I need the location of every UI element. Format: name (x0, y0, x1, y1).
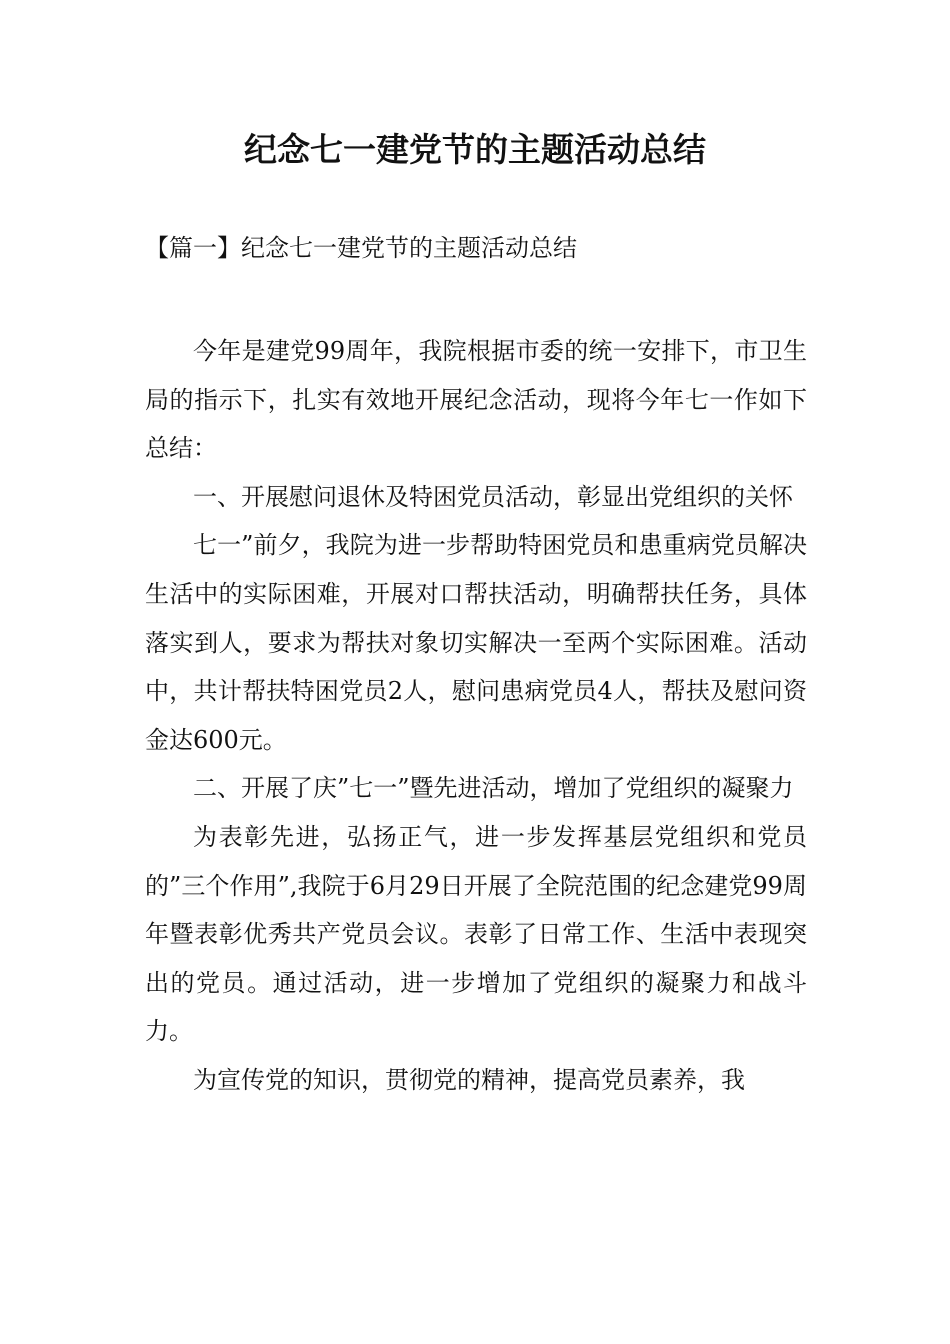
section-heading-2: 二、开展了庆”七一”暨先进活动，增加了党组织的凝聚力 (193, 774, 794, 803)
document-subtitle: 【篇一】纪念七一建党节的主题活动总结 (145, 234, 577, 262)
paragraph-intro: 今年是建党99周年，我院根据市委的统一安排下，市卫生局的指示下，扎实有效地开展纪念活动，现将今年七一作如下总结： (145, 337, 807, 463)
paragraph-section-1: 七一”前夕，我院为进一步帮助特困党员和患重病党员解决生活中的实际困难，开展对口帮扶活动，明确帮扶任务，具体落实到人，要求为帮扶对象切实解决一至两个实际困难。活动中，共计帮扶特困党员2人，慰问患病党员4人，帮扶及慰问资金达600元。 (145, 531, 807, 754)
paragraph-section-2-continued: 为宣传党的知识，贯彻党的精神，提高党员素养，我 (193, 1065, 745, 1094)
document-body (145, 327, 807, 1105)
document-title: 纪念七一建党节的主题活动总结 (244, 130, 706, 169)
paragraph-section-2: 为表彰先进，弘扬正气，进一步发挥基层党组织和党员的”三个作用”,我院于6月29日开展了全院范围的纪念建党99周年暨表彰优秀共产党员会议。表彰了日常工作、生活中表现突出的党员。通过活动，进一步增加了党组织的凝聚力和战斗力。 (145, 822, 807, 1046)
section-heading-1: 一、开展慰问退休及特困党员活动，彰显出党组织的关怀 (193, 482, 793, 511)
